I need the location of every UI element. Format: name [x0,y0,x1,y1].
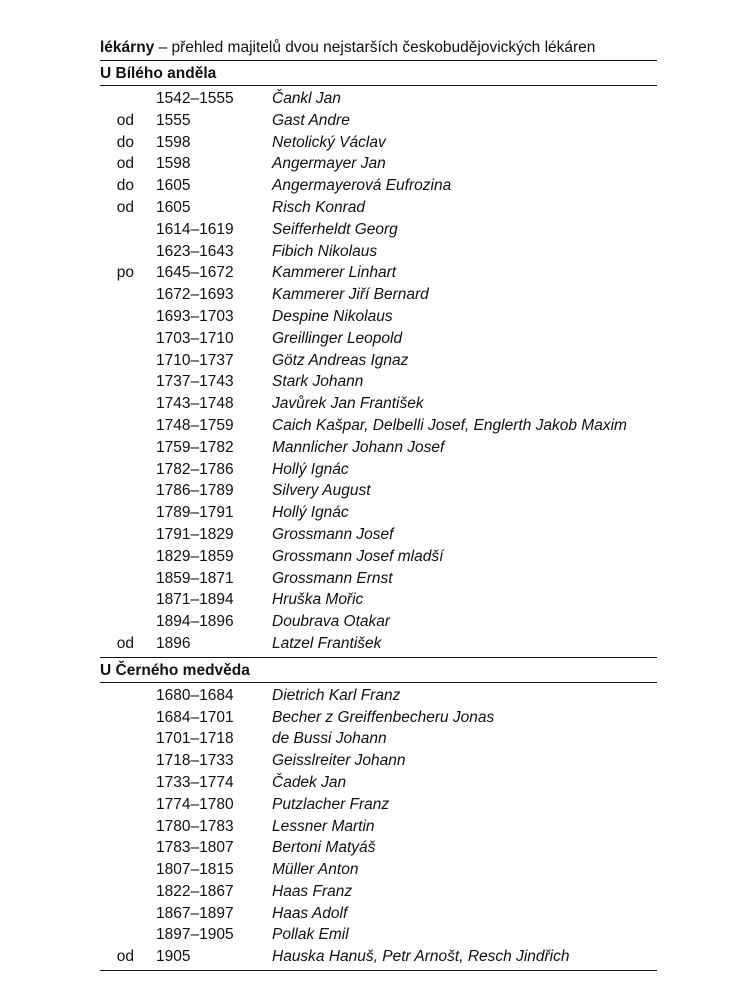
row-years: 1896 [156,634,191,652]
row-years: 1703–1710 [156,329,234,347]
table-row [100,262,657,284]
row-years: 1897–1905 [156,926,234,944]
row-name: Čankl Jan [272,90,341,107]
row-name: Hollý Ignác [272,504,349,522]
row-name: Haas Adolf [272,904,348,922]
table-row [100,772,657,794]
row-name: Doubrava Otakar [272,613,391,631]
row-years: 1555 [156,111,191,129]
row-name: Müller Anton [272,861,359,879]
row-prefix: od [116,634,134,652]
row-name: Mannlicher Johann Josef [272,438,445,456]
row-years: 1718–1733 [156,752,234,770]
row-years: 1791–1829 [156,525,234,543]
table-row [100,837,657,859]
row-name: Čadek Jan [272,773,347,791]
row-name: Becher z Greiffenbecheru Jonas [272,708,495,726]
row-years: 1782–1786 [156,460,234,478]
bottom-rule [100,970,657,971]
row-years: 1710–1737 [156,351,234,369]
table-row [100,946,657,968]
table-row [100,88,657,110]
section-heading-cerneho-medveda: U Černého medvěda [100,661,250,679]
row-years: 1645–1672 [156,264,234,282]
table-row [100,859,657,881]
table-row [100,393,657,415]
row-name: Kammerer Linhart [272,264,397,282]
table-row [100,903,657,925]
table-row [100,611,657,633]
table-row [100,794,657,816]
row-name: Hollý Ignác [272,460,349,478]
row-name: Despine Nikolaus [272,307,393,325]
table-row [100,685,657,707]
table-row [100,502,657,524]
row-name: Netolický Václav [272,133,386,151]
table-row [100,415,657,437]
row-years: 1774–1780 [156,795,234,813]
row-years: 1859–1871 [156,569,234,587]
row-years: 1693–1703 [156,307,234,325]
row-prefix: do [116,133,134,151]
row-years: 1605 [156,177,191,195]
row-years: 1701–1718 [156,730,234,748]
row-prefix: po [116,264,134,282]
row-name: Hauska Hanuš, Petr Arnošt, Resch Jindřich [272,948,570,966]
table-row [100,328,657,350]
row-years: 1737–1743 [156,373,234,391]
row-name: Geisslreiter Johann [272,752,406,770]
row-name: Haas Franz [272,882,353,900]
table-row [100,371,657,393]
row-years: 1894–1896 [156,613,234,631]
row-name: Javůrek Jan František [272,395,424,413]
table-row [100,175,657,197]
row-years: 1822–1867 [156,882,234,900]
table-row [100,437,657,459]
row-years: 1733–1774 [156,773,234,791]
row-years: 1680–1684 [156,686,234,704]
row-years: 1598 [156,155,191,173]
row-prefix: od [116,948,134,966]
row-name: Grossmann Josef mladší [272,547,444,565]
table-row [100,589,657,611]
table-row [100,728,657,750]
row-name: Putzlacher Franz [272,795,390,813]
table-row [100,881,657,903]
table-row [100,750,657,772]
table-row [100,219,657,241]
row-prefix: od [116,155,134,173]
row-name: Gast Andre [272,111,350,129]
row-years: 1542–1555 [156,90,234,107]
row-years: 1789–1791 [156,504,234,522]
table-title [100,36,657,60]
row-name: Angermayerová Eufrozina [272,177,452,195]
row-years: 1783–1807 [156,839,234,857]
table-row [100,110,657,132]
row-years: 1623–1643 [156,242,234,260]
table-row [100,633,657,655]
table-row [100,459,657,481]
row-years: 1672–1693 [156,286,234,304]
row-years: 1905 [156,948,191,966]
row-prefix: od [116,198,134,216]
row-years: 1871–1894 [156,591,234,609]
row-name: Latzel František [272,634,382,652]
row-name: Götz Andreas Ignaz [272,351,409,369]
document [100,36,657,971]
row-name: Lessner Martin [272,817,375,835]
row-years: 1867–1897 [156,904,234,922]
row-prefix: do [116,177,134,195]
table-row [100,816,657,838]
table-row [100,306,657,328]
table-row [100,546,657,568]
table-row [100,524,657,546]
row-name: Seifferheldt Georg [272,220,398,238]
table-row [100,924,657,946]
section-rows-bileho-andela [100,86,657,657]
row-years: 1748–1759 [156,416,234,434]
row-years: 1684–1701 [156,708,234,726]
row-prefix: od [116,111,134,129]
title-rest: – přehled majitelů dvou nejstarších českobudějovických lékáren [154,39,596,56]
table-row [100,132,657,154]
row-name: de Bussi Johann [272,730,387,748]
row-years: 1829–1859 [156,547,234,565]
row-name: Fibich Nikolaus [272,242,378,260]
row-name: Stark Johann [272,373,364,391]
row-name: Greillinger Leopold [272,329,403,347]
row-name: Grossmann Ernst [272,569,393,587]
row-years: 1743–1748 [156,395,234,413]
title-bold: lékárny [100,39,155,56]
table-row [100,350,657,372]
table-row [100,568,657,590]
row-years: 1807–1815 [156,861,234,879]
row-name: Angermayer Jan [272,155,386,173]
table-row [100,284,657,306]
row-name: Hruška Mořic [272,591,364,609]
row-years: 1780–1783 [156,817,234,835]
table-row [100,153,657,175]
row-name: Pollak Emil [272,926,349,944]
row-name: Dietrich Karl Franz [272,686,401,704]
row-years: 1759–1782 [156,438,234,456]
row-name: Bertoni Matyáš [272,839,376,857]
table-row [100,480,657,502]
row-name: Silvery August [272,482,371,500]
row-years: 1605 [156,198,191,216]
row-name: Grossmann Josef [272,525,394,543]
row-name: Kammerer Jiří Bernard [272,286,429,304]
table-row [100,197,657,219]
row-name: Risch Konrad [272,198,366,216]
row-years: 1786–1789 [156,482,234,500]
row-years: 1614–1619 [156,220,234,238]
section-rows-cerneho-medveda [100,683,657,970]
row-name: Caich Kašpar, Delbelli Josef, Englerth Jakob Maxim [272,416,627,434]
section-heading-bileho-andela: U Bílého anděla [100,65,217,82]
row-years: 1598 [156,133,191,151]
table-row [100,241,657,263]
table-row [100,707,657,729]
